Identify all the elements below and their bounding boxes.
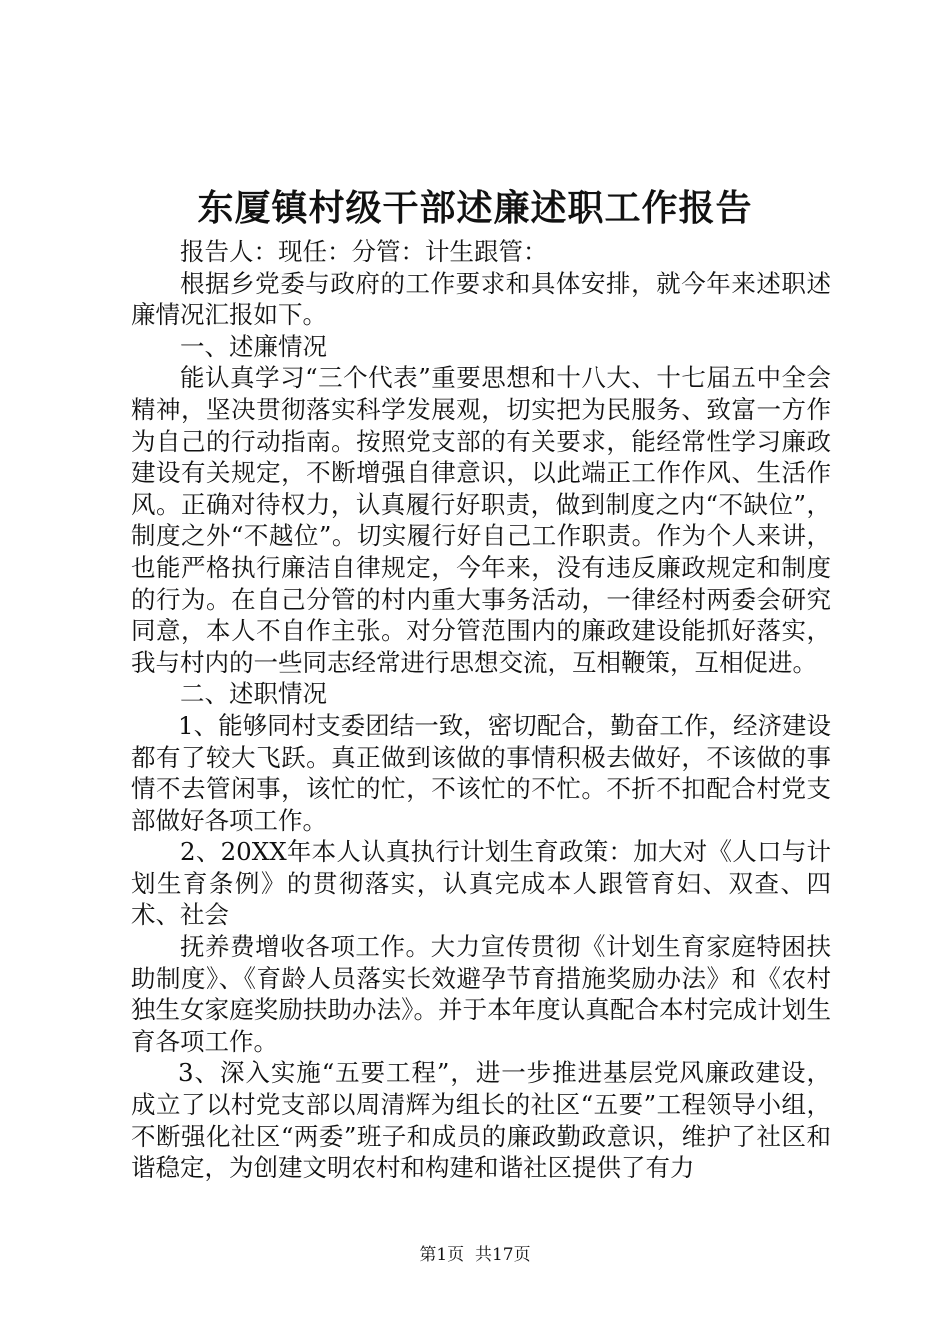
- duties-item-2-continued: 抚养费增收各项工作。大力宣传贯彻《计划生育家庭特困扶助制度》、《育龄人员落实长效避孕节育措施奖励办法》和《农村独生女家庭奖励扶助办法》。并于本年度认真配合本村完成计划生育各项工作。: [131, 932, 831, 1056]
- integrity-paragraph: 能认真学习“三个代表”重要思想和十八大、十七届五中全会精神，坚决贯彻落实科学发展观，切实把为民服务、致富一方作为自己的行动指南。按照党支部的有关要求，能经常性学习廉政建设有关规定，不断增强自律意识，以此端正工作作风、生活作风。正确对待权力，认真履行好职责，做到制度之内“不缺位”，制度之外“不越位”。切实履行好自己工作职责。作为个人来讲，也能严格执行廉洁自律规定，今年来，没有违反廉政规定和制度的行为。在自己分管的村内重大事务活动，一律经村两委会研究同意，本人不自作主张。对分管范围内的廉政建设能抓好落实，我与村内的一些同志经常进行思想交流，互相鞭策，互相促进。: [131, 363, 831, 677]
- duties-item-2: 2、20XX年本人认真执行计划生育政策：加大对《人口与计划生育条例》的贯彻落实，认真完成本人跟管育妇、双查、四术、社会: [131, 837, 831, 930]
- document-body: [131, 236, 831, 1184]
- section-heading-integrity: 一、述廉情况: [180, 331, 327, 361]
- document-title: 东厦镇村级干部述廉述职工作报告: [197, 187, 753, 229]
- section-heading-duties: 二、述职情况: [180, 679, 327, 709]
- page-number-footer: 第1页 共17页: [419, 1245, 531, 1265]
- intro-paragraph: 根据乡党委与政府的工作要求和具体安排，就今年来述职述廉情况汇报如下。: [131, 268, 831, 330]
- duties-item-3: 3、深入实施“五要工程”，进一步推进基层党风廉政建设，成立了以村党支部以周清辉为组长的社区“五要”工程领导小组，不断强化社区“两委”班子和成员的廉政勤政意识，维护了社区和谐稳定，为创建文明农村和构建和谐社区提供了有力: [131, 1058, 831, 1183]
- reporter-line: 报告人：现任：分管：计生跟管：: [180, 237, 548, 266]
- duties-item-1: 1、能够同村支委团结一致，密切配合，勤奋工作，经济建设都有了较大飞跃。真正做到该做的事情积极去做好，不该做的事情不去管闲事，该忙的忙，不该忙的不忙。不折不扣配合村党支部做好各项工作。: [131, 710, 831, 835]
